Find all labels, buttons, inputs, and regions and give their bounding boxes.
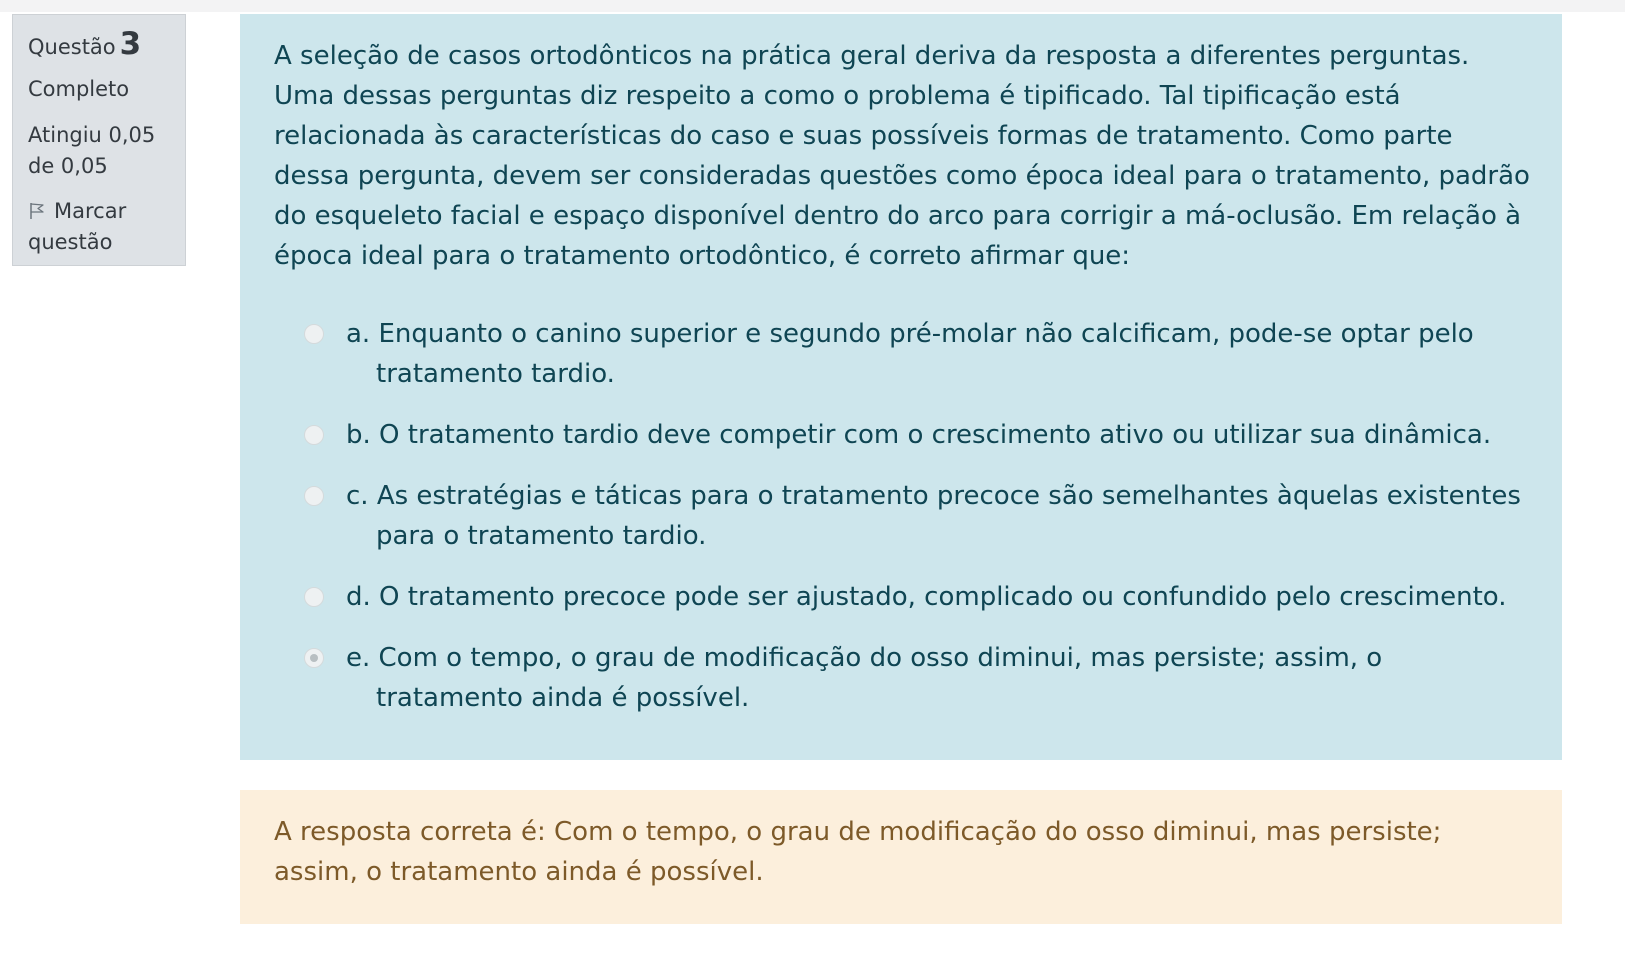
top-bar [0, 0, 1625, 12]
radio-b[interactable] [304, 425, 324, 445]
question-state: Completo [28, 77, 130, 101]
question-text: A seleção de casos ortodônticos na prática geral deriva da resposta a diferentes perguntas. Uma dessas perguntas diz respeito a como o problema é tipificado. Tal tipificação está relacionada às características do caso e suas possíveis formas de tratamento. Como parte dessa pergunta, devem ser consideradas questões como época ideal para o tratamento, padrão do esqueleto facial e espaço disponível dentro do arco para corrigir a má-oclusão. Em relação à época ideal para o tratamento ortodôntico, é correto afirmar que: [274, 41, 1530, 271]
radio-c[interactable] [304, 486, 324, 506]
question-label: Questão [28, 35, 116, 59]
answer-option-c[interactable] [292, 476, 1532, 556]
answer-option-e[interactable] [292, 638, 1532, 718]
radio-d[interactable] [304, 587, 324, 607]
answer-option-text: e. Com o tempo, o grau de modificação do osso diminui, mas persiste; assim, o tratamento ainda é possível. [346, 643, 1383, 713]
question-info-panel [12, 14, 186, 266]
question-formulation [240, 14, 1562, 760]
correct-answer-feedback: A resposta correta é: Com o tempo, o grau de modificação do osso diminui, mas persiste; assim, o tratamento ainda é possível. [240, 790, 1562, 924]
answer-options [292, 314, 1532, 718]
answer-option-a[interactable] [292, 314, 1532, 394]
flag-icon [28, 198, 46, 216]
question-number-value: 3 [119, 26, 142, 62]
flag-question-link[interactable] [28, 196, 168, 258]
question-number [28, 26, 185, 62]
answer-option-text: d. O tratamento precoce pode ser ajustado, complicado ou confundido pelo crescimento. [346, 582, 1507, 612]
question-grade: Atingiu 0,05 de 0,05 [28, 123, 156, 178]
answer-option-text: a. Enquanto o canino superior e segundo pré-molar não calcificam, pode-se optar pelo tratamento tardio. [346, 319, 1474, 389]
flag-label: Marcar questão [28, 199, 127, 254]
answer-option-b[interactable] [292, 415, 1532, 455]
answer-option-d[interactable] [292, 577, 1532, 617]
radio-a[interactable] [304, 324, 324, 344]
radio-e[interactable] [304, 648, 324, 668]
answer-option-text: b. O tratamento tardio deve competir com o crescimento ativo ou utilizar sua dinâmica. [346, 420, 1492, 450]
answer-option-text: c. As estratégias e táticas para o tratamento precoce são semelhantes àquelas existentes para o tratamento tardio. [346, 481, 1521, 551]
